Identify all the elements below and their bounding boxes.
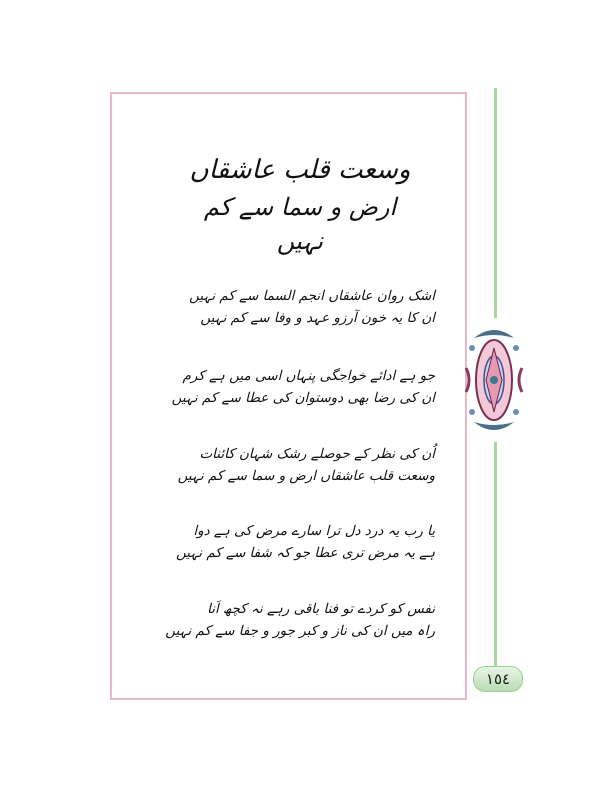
verse-line: نفس کو کردے تو فنا باقی رہے نہ کچھ اَنا <box>207 601 435 617</box>
verse-line: اشک روان عاشقاں انجم السما سے کم نہیں <box>189 288 435 304</box>
stanza-2 <box>171 365 435 409</box>
verse-line: ان کی رضا بھی دوستوان کی عطا سے کم نہیں <box>171 390 435 406</box>
margin-rule-top <box>494 88 497 318</box>
title-line-2: ارض و سما سے کم نہیں <box>203 193 397 255</box>
title-line-1: وسعت قلب عاشقاں <box>189 155 411 185</box>
stanza-5 <box>165 598 435 642</box>
stanza-3 <box>177 443 435 487</box>
page-number: ١٥٤ <box>473 666 523 692</box>
verse-line: جو ہے ادائے خواجگی پنہاں اسی میں ہے کرم <box>182 368 435 384</box>
verse-line: ہے یہ مرض تری عطا جو کہ شفا سے کم نہیں <box>176 545 435 561</box>
stanza-1 <box>189 285 435 329</box>
stanza-4 <box>176 520 435 564</box>
verse-line: یا رب یہ درد دل ترا سارے مرض کی ہے دوا <box>193 523 435 539</box>
margin-rule-bottom <box>494 442 497 666</box>
poem-title <box>185 150 415 255</box>
verse-line: اُن کی نظر کے حوصلے رشک شہان کائنات <box>199 446 435 462</box>
ornament-medallion-icon <box>462 318 526 442</box>
verse-line: راہ میں ان کی ناز و کبر جور و جفا سے کم نہیں <box>165 623 435 639</box>
verse-line: وسعت قلب عاشقاں ارض و سما سے کم نہیں <box>177 468 435 484</box>
verse-line: ان کا یہ خون آرزو عہد و وفا سے کم نہیں <box>200 310 435 326</box>
